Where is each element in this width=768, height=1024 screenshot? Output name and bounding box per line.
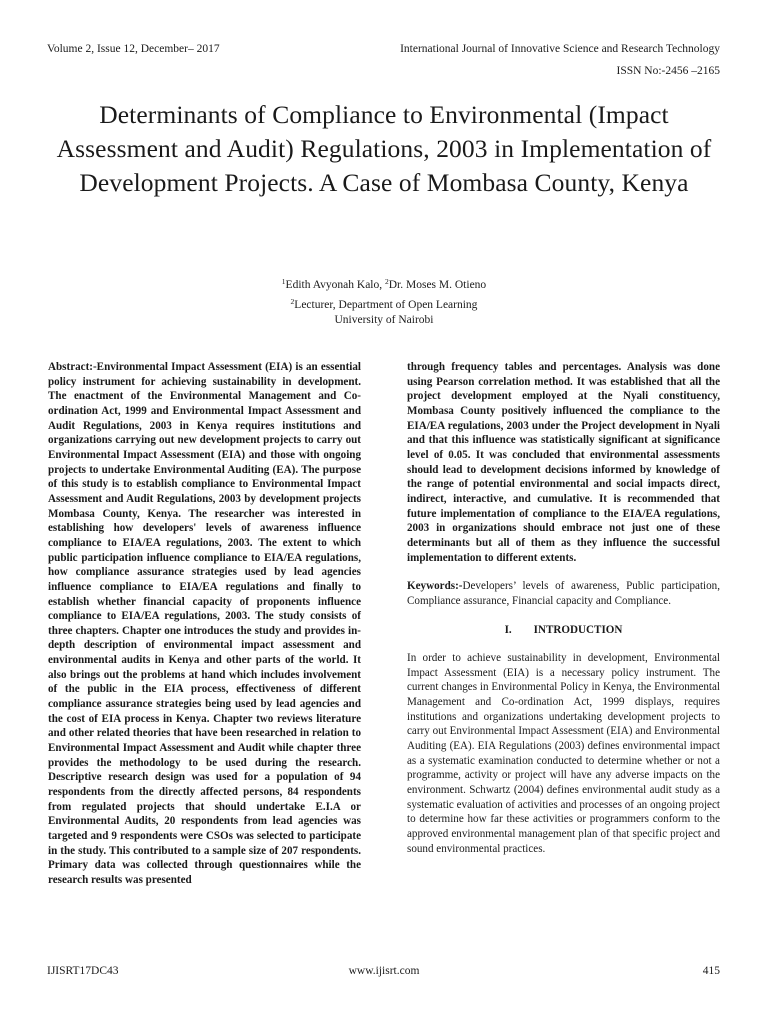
keywords-text: Developers’ levels of awareness, Public participation, Compliance assurance, Financial capacity and Compliance. (407, 580, 720, 607)
left-column (48, 360, 361, 888)
author1-name: Edith Avyonah Kalo, (285, 279, 385, 291)
author-block (0, 274, 768, 329)
abstract-text-right: through frequency tables and percentages. Analysis was done using Pearson correlation method. It was established that all the project development employed at the Nyali constituency, Mombasa County positively influenced the compliance to the EIA/EA regulations, 2003 under the Project development in Nyali and that this influence was statistically significant at significance level of 0.05. It was concluded that environmental assessments should lead to development decisions informed by knowledge of the range of potential environmental and social impacts direct, indirect, interactive, and cumulative. It is recommended that future implementation of compliance to the EIA/EA regulations, 2003 in organizations should embrace not just one of these determinants but all of them as they influence the successful implementation to different extents. (407, 361, 720, 564)
section-heading-introduction (407, 623, 720, 638)
footer-page-number: 415 (702, 965, 720, 977)
section-title: INTRODUCTION (533, 623, 623, 636)
author-line (0, 274, 768, 294)
footer-website: www.ijisrt.com (348, 965, 420, 977)
author2-name: Dr. Moses M. Otieno (388, 279, 487, 291)
affiliation: Lecturer, Department of Open Learning (294, 298, 478, 311)
header-volume: Volume 2, Issue 12, December– 2017 (47, 43, 220, 55)
affiliation-line (0, 294, 768, 314)
keywords-label: Keywords:- (407, 580, 463, 593)
affiliation-superscript: 2 (290, 296, 295, 306)
header-journal: International Journal of Innovative Science and Research Technology (400, 43, 720, 55)
introduction-paragraph: In order to achieve sustainability in development, Environmental Impact Assessment (EIA) is a necessary policy instrument. The current changes in Environmental Policy in Kenya, the Environmental Management and Co-ordination Act, 1999 displays, requires institutions and organizations undertaking development projects to carry out Environmental Impact Assessment (EIA) and Environmental Auditing (EA). EIA Regulations (2003) defines environmental impact as a systematic examination conducted to determine whether or not a programme, activity or project will have any adverse impacts on the environment. Schwartz (2004) defines environmental audit study as a systematic evaluation of activities and processes of an ongoing project to determine how far these activities or programmers conform to the approved environmental management plan of that specific project and sound environmental practices. (407, 652, 720, 855)
university: University of Nairobi (334, 314, 434, 326)
footer-article-code: IJISRT17DC43 (47, 965, 119, 977)
abstract-text-left: Environmental Impact Assessment (EIA) is an essential policy instrument for achieving sustainability in development. The enactment of the Environmental Management and Co-ordination Act, 1999 and Environmental Impact Assessment and Audit Regulations, 2003 in Kenya requires institutions and organizations carrying out new development projects to carry out Environmental Impact Assessment (EIA) and those with ongoing projects to undertake Environmental Auditing (EA). The purpose of this study is to establish compliance to Environmental Impact Assessment and Audit Regulations, 2003 by development projects Mombasa County, Kenya. The researcher was interested in establishing how developers' levels of awareness influence compliance to EIA/EA regulations, 2003. The extent to which public participation influence compliance to EIA/EA regulations, how compliance assurance strategies used by lead agencies influence compliance to EIA/EA regulations and finally to establish whether financial capacity of proponents influence compliance to EIA/EA regulations, 2003. The study consists of three chapters. Chapter one introduces the study and provides in-depth description of environmental impact assessment and environmental audits in Kenya and other parts of the world. It also brings out the problems at hand which includes involvement of the public in the EIA process, effectiveness of different compliance assurance strategies being used by lead agencies and the cost of EIA process in Kenya. Chapter two reviews literature and other related theories that have been researched in relation to Environmental Impact Assessment and Audit while chapter three provides the methodology to be used during the research. Descriptive research design was used for a population of 94 respondents from the directly affected persons, 84 respondents from regulated projects that should undertake E.I.A or Environmental Audits, 20 respondents from lead agencies was targeted and 9 respondents were CSOs was selected to participate in the study. This contributed to a sample size of 207 respondents. Primary data was collected through questionnaires while the research results was presented (48, 361, 361, 886)
section-number: I. (504, 623, 512, 636)
paper-title: Determinants of Compliance to Environmental (Impact Assessment and Audit) Regulations, 2003 in Implementation of Development Projects. A Case of Mombasa County, Kenya (56, 100, 712, 197)
keywords-paragraph (407, 579, 720, 608)
right-column (407, 360, 720, 856)
abstract-paragraph (48, 360, 361, 888)
abstract-label: Abstract:- (48, 361, 97, 373)
author2-superscript: 2 (385, 277, 389, 286)
header-issn: ISSN No:-2456 –2165 (616, 65, 720, 77)
author1-superscript: 1 (281, 277, 286, 286)
